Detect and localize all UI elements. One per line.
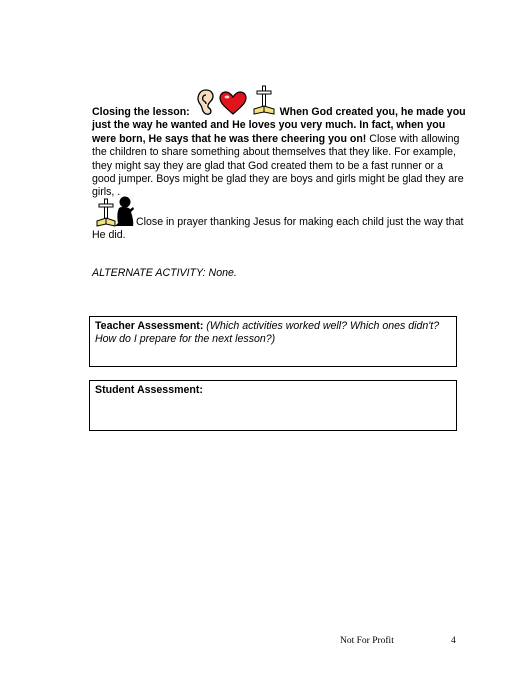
closing-bold-text: When God created you, he made you just the way he wanted and He loves you very much. In fact, when you were born, He says that he was there cheering you on! xyxy=(92,106,466,145)
teacher-assessment-label: Teacher Assessment: xyxy=(95,320,204,332)
ear-icon xyxy=(197,89,215,116)
praying-child-icon xyxy=(113,196,135,228)
closing-paragraph xyxy=(92,89,466,200)
closing-icons xyxy=(193,89,277,117)
closing-label: Closing the lesson: xyxy=(92,106,190,118)
page-number: 4 xyxy=(451,636,456,646)
alternate-activity: ALTERNATE ACTIVITY: None. xyxy=(92,267,237,279)
prayer-text: Close in prayer thanking Jesus for making each child just the way that He did. xyxy=(92,216,464,242)
prayer-paragraph xyxy=(92,198,466,243)
teacher-assessment-box[interactable] xyxy=(89,316,457,367)
footer-text: Not For Profit xyxy=(340,636,394,646)
cross-bible-icon xyxy=(253,85,275,116)
heart-icon xyxy=(219,91,247,115)
prayer-icons xyxy=(92,198,136,228)
student-assessment-box[interactable] xyxy=(89,380,457,431)
teacher-assessment-prompt: (Which activities worked well? Which ones didn't? How do I prepare for the next lesson?) xyxy=(95,320,440,346)
closing-normal-text: Close with allowing the children to share something about themselves that they like. For example, they might say they are glad that God created them to be a fast runner or a good jumper. Boys might be glad they are boys and girls might be glad they are girls, . xyxy=(92,132,464,199)
student-assessment-label: Student Assessment: xyxy=(95,384,203,396)
